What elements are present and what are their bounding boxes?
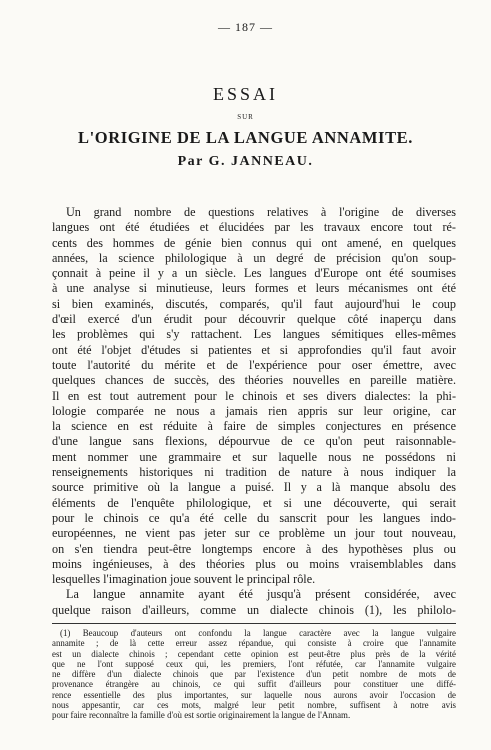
author-byline: Par G. JANNEAU.: [177, 154, 314, 169]
body-line: on s'en tiendra peut-être longtemps encore à des hypothèses plus ou: [52, 541, 456, 556]
body-line: éléments de l'enquête philologique, et si une découverte, qui serait: [52, 495, 456, 510]
body-line: d'une langue sans flexions, dépourvue de ce qu'on peut raisonnable-: [52, 434, 456, 449]
body-line: ont été l'objet d'études si patientes et si approfondies qu'il faut avoir: [52, 342, 456, 357]
page-number: — 187 —: [218, 20, 273, 34]
body-line: lologie comparée ne nous a jamais rien appris sur leur origine, car: [52, 403, 456, 418]
footnote-line: nous appesantir, car ces mots, malgré leur petit nombre, suffisent à notre avis: [52, 700, 456, 711]
body-line: langues ont été étudiées et élucidées par les travaux encore tout ré-: [52, 220, 456, 235]
body-line: si bien examinés, discutés, comparés, qu'il faut aujourd'hui le coup: [52, 296, 456, 311]
body-line: renseignements historiques ni tradition de nature à nous indiquer la: [52, 465, 456, 480]
article-title: L'ORIGINE DE LA LANGUE ANNAMITE.: [77, 128, 414, 147]
body-line: quelque raison d'ailleurs, comme un dialecte chinois (1), les philolo-: [52, 602, 456, 617]
body-line: Il en est tout autrement pour le chinois et ses divers dialectes: la phi-: [52, 388, 456, 403]
body-line: à une analyse si minutieuse, leurs formes et leurs mécanismes ont été: [52, 281, 456, 296]
body-line: ment nommer une grammaire et sur laquelle nous ne possédons ni: [52, 449, 456, 464]
footnote-line: rence essentielle des plus importantes, sur laquelle nous aurons avoir l'occasion de: [52, 689, 456, 700]
body-line: pour le chinois ce qu'a été celle du sanscrit pour les langues indo-: [52, 510, 456, 525]
body-line: çonnait à peine il y a un siècle. Les langues d'Europe ont été soumises: [52, 266, 456, 281]
footnote-line: que ne l'ont supposé ceux qui, les premiers, l'ont réfutée, car l'annamite vulgaire: [52, 658, 456, 669]
footnote-line: ne diffère d'un dialecte chinois que par l'existence d'un petit nombre de mots de: [52, 669, 456, 680]
body-line: années, la science philologique à un degré de précision qu'on soup-: [52, 250, 456, 265]
footnote-line: (1) Beaucoup d'auteurs ont confondu la langue caractère avec la langue vulgaire: [60, 628, 456, 638]
body-line: quelques chances de succès, des théories nouvelles en pareille matière.: [52, 373, 456, 388]
footnote-divider: [52, 623, 456, 624]
body-text: [52, 205, 456, 618]
body-line: Un grand nombre de questions relatives à l'origine de diverses: [66, 205, 456, 219]
title-sur: SUR: [237, 113, 254, 121]
body-line: les problèmes qui s'y rattachent. Les langues sémitiques elles-mêmes: [52, 327, 456, 342]
footnote-line: annamite ; de là cette erreur assez répandue, qui consiste à croire que l'annamite: [52, 638, 456, 649]
body-line: source primitive où la langue a puisé. Il y a là manque absolu des: [52, 480, 456, 495]
body-line: la science en est réduite à faire de simples conjectures en présence: [52, 419, 456, 434]
footnote-line: provenance étrangère au chinois, ce qui suffit d'ailleurs pour constituer une diffé-: [52, 679, 456, 690]
body-line: européennes, ne vient pas jeter sur ce problème un jour tout nouveau,: [52, 526, 456, 541]
body-line: La langue annamite ayant été jusqu'à présent considérée, avec: [66, 587, 456, 602]
footnote-line: pour faire reconnaître la famille d'où est sortie originairement la langue de l'Annam.: [52, 710, 351, 721]
body-line: cents des hommes de génie bien connus qui ont amené, en quelques: [52, 235, 456, 250]
body-line: moins ingénieuses, à des théories plus ou moins vraisemblables dans: [52, 556, 456, 571]
footnote: [52, 628, 456, 721]
body-line: toute l'autorité du mérite et de l'expérience pour oser émettre, avec: [52, 357, 456, 372]
title-essai: ESSAI: [212, 84, 278, 104]
body-line: lesquelles l'imagination joue souvent le principal rôle.: [52, 572, 316, 587]
body-line: d'œil exercé d'un érudit pour découvrir quelque côté inaperçu dans: [52, 312, 456, 327]
footnote-line: est un dialecte chinois ; cependant cette opinion est peut-être plus près de la vérité: [52, 648, 456, 659]
